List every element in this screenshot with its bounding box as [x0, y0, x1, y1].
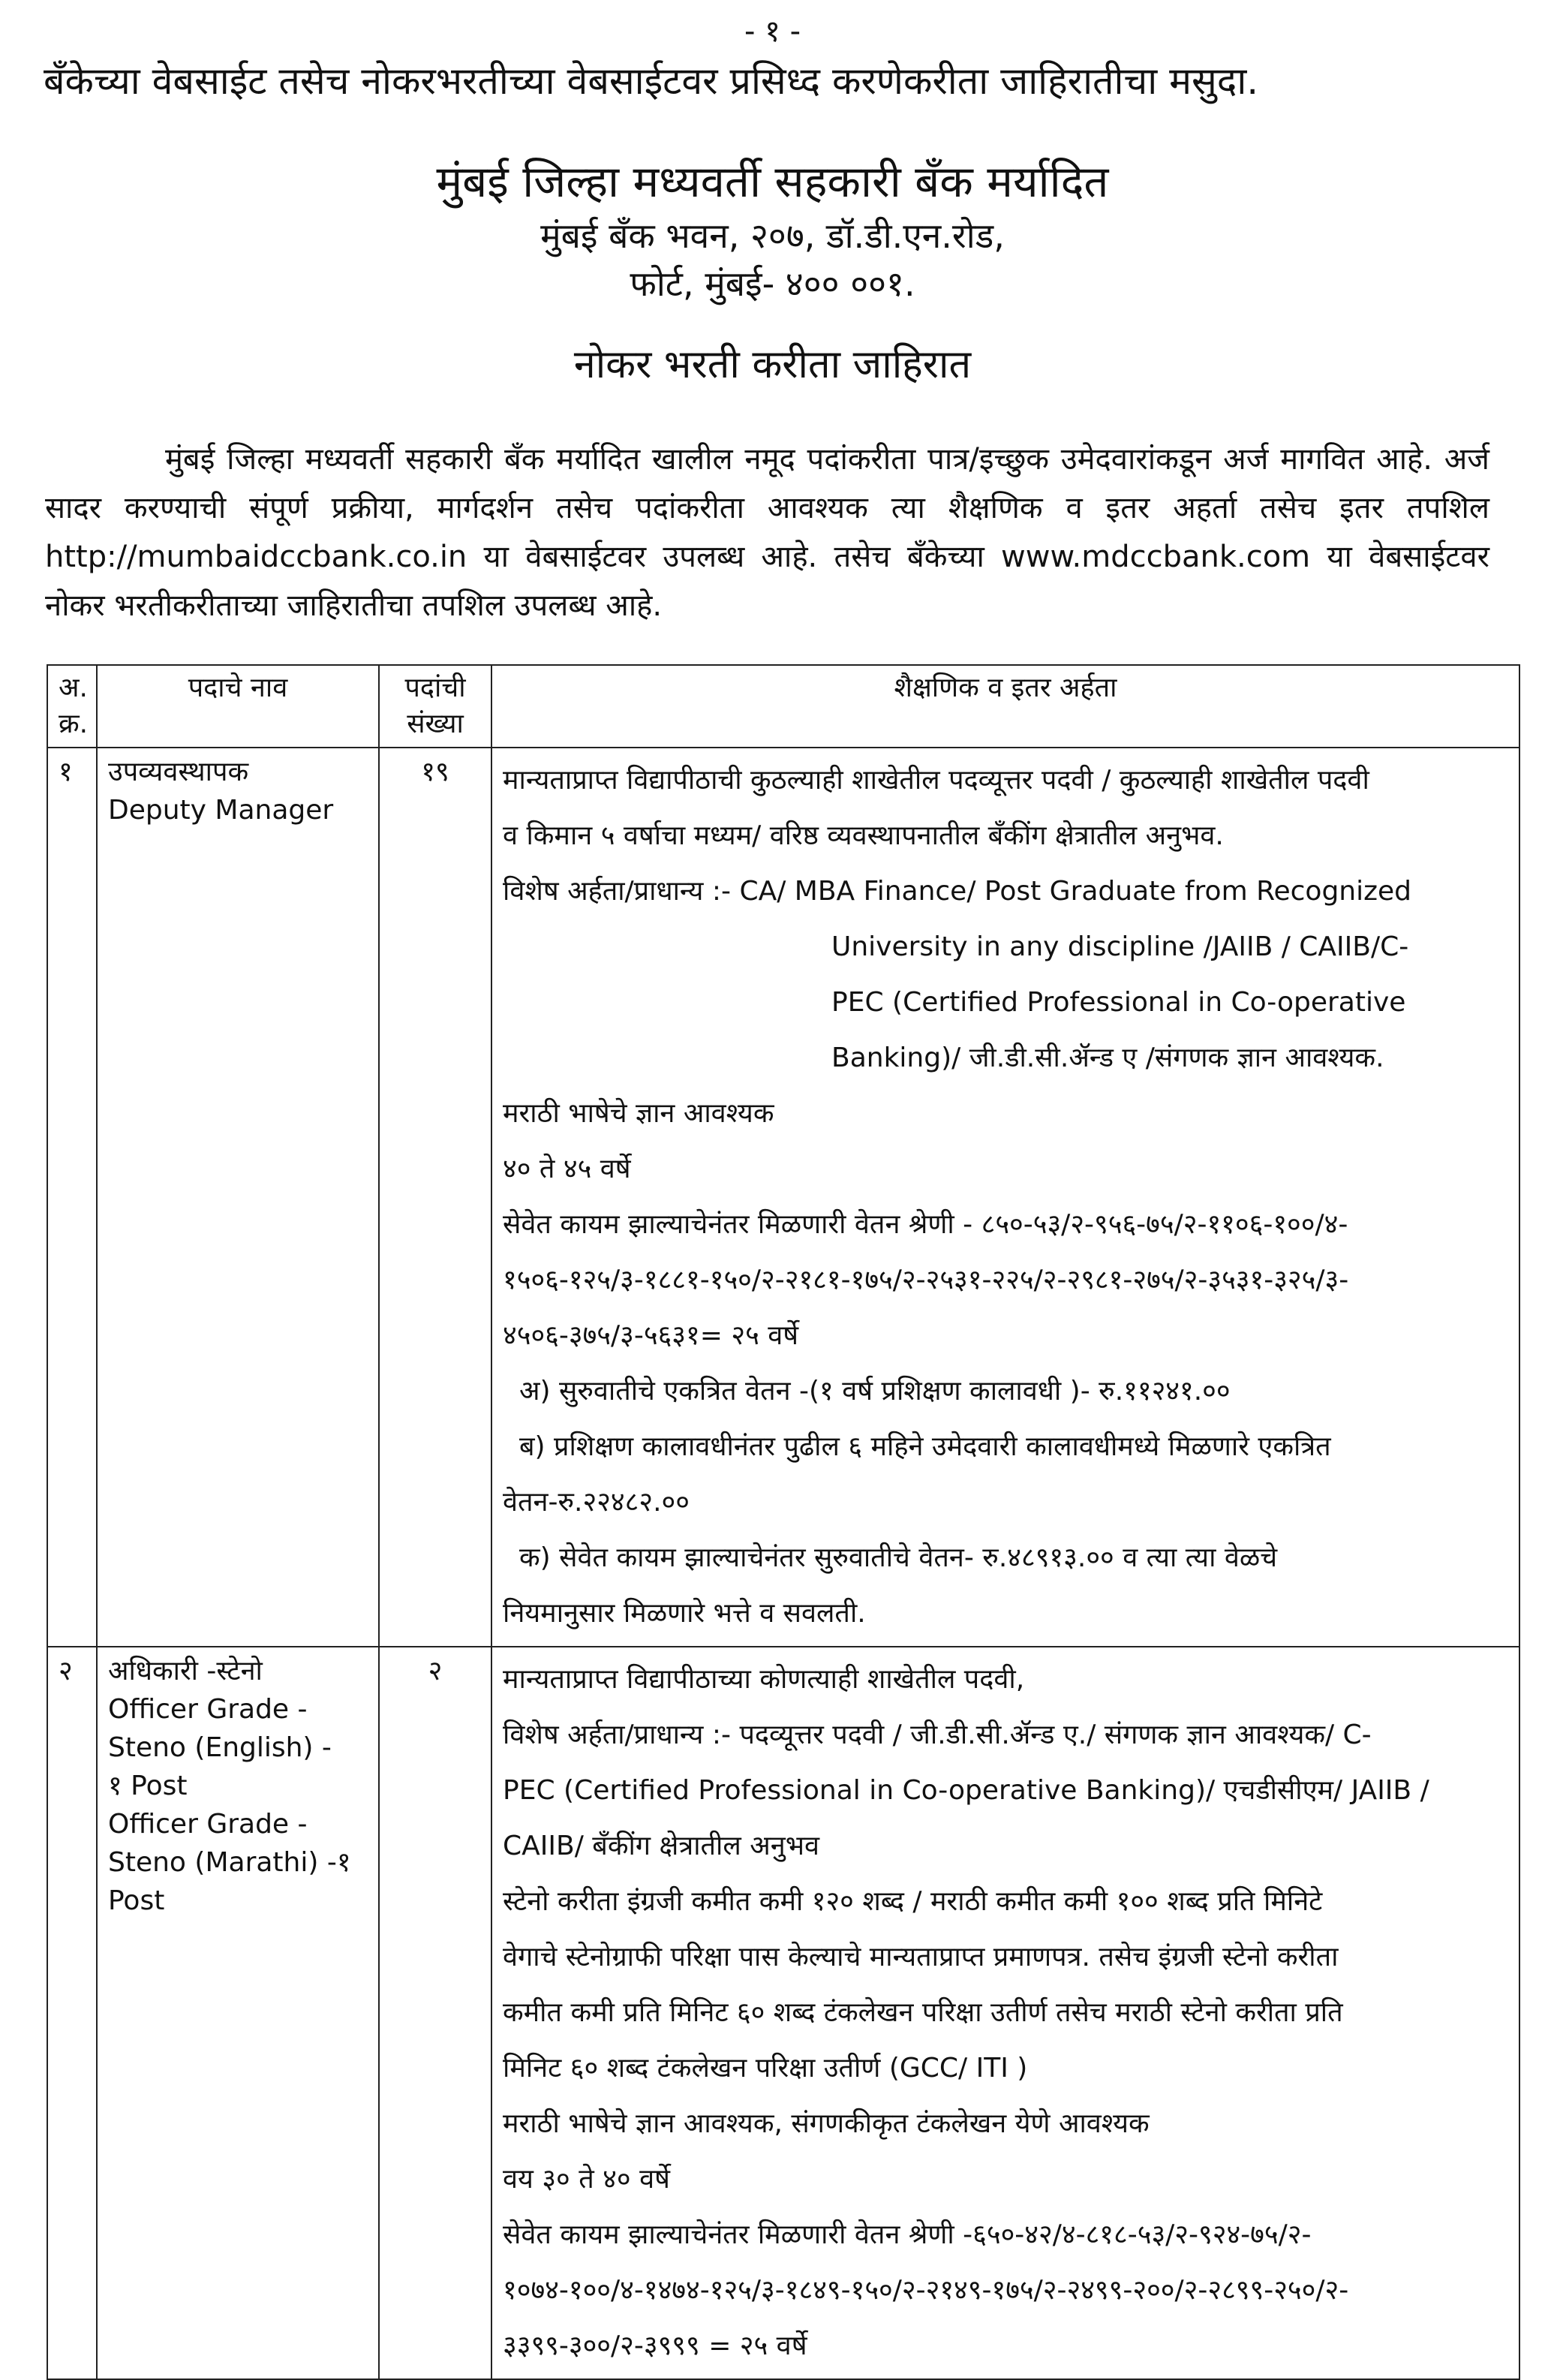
header-qualification: शैक्षणिक व इतर अर्हता	[491, 665, 1519, 748]
qual-line: मान्यताप्राप्त विद्यापीठाच्या कोणत्याही शाखेतील पदवी,	[503, 1664, 1025, 1695]
qual-line: १०७४-१००/४-१४७४-१२५/३-१८४९-१५०/२-२१४९-१७५/२-२४९९-२००/२-२८९९-२५०/२-	[503, 2275, 1349, 2306]
qual-line: मराठी भाषेचे ज्ञान आवश्यक	[503, 1098, 774, 1129]
post-name-line: उपव्यवस्थापक	[108, 757, 249, 787]
row-post-name	[97, 748, 379, 1647]
qual-line: अ) सुरुवातीचे एकत्रित वेतन -(१ वर्ष प्रशिक्षण कालावधी )- रु.११२४१.००	[519, 1376, 1231, 1407]
row-serial: १	[47, 748, 97, 1647]
qual-line: मान्यताप्राप्त विद्यापीठाची कुठल्याही शाखेतील पदव्यूत्तर पदवी / कुठल्याही शाखेतील पदवी	[503, 765, 1369, 796]
post-name-line: Steno (English) -	[108, 1732, 332, 1763]
bank-address-line2: फोर्ट, मुंबई- ४०० ००१.	[630, 263, 915, 304]
table-row	[47, 748, 1519, 1647]
qual-line: वय ३० ते ४० वर्षे	[503, 2164, 670, 2195]
post-name-line: अधिकारी -स्टेनो	[108, 1656, 263, 1686]
page-number: - १ -	[744, 14, 801, 49]
post-name-line: Steno (Marathi) -१	[108, 1847, 351, 1878]
row-qualification	[491, 1647, 1519, 2379]
qual-line: १५०६-१२५/३-१८८१-१५०/२-२१८१-१७५/२-२५३१-२२५/२-२९८१-२७५/२-३५३१-३२५/३-	[503, 1265, 1349, 1295]
row-count: १९	[379, 748, 491, 1647]
row-qualification	[491, 748, 1519, 1647]
qual-line: PEC (Certified Professional in Co-operative Banking)/ एचडीसीएम/ JAIIB /	[503, 1775, 1429, 1806]
qual-line: University in any discipline /JAIIB / CAIIB/C-	[831, 931, 1409, 962]
post-name-line: Officer Grade -	[108, 1809, 308, 1840]
qual-line: कमीत कमी प्रति मिनिट ६० शब्द टंकलेखन परिक्षा उतीर्ण तसेच मराठी स्टेनो करीता प्रति	[503, 1997, 1343, 2028]
post-name-line: Officer Grade -	[108, 1694, 308, 1725]
row-count: २	[379, 1647, 491, 2379]
qual-line: विशेष अर्हता/प्राधान्य :- पदव्यूत्तर पदवी / जी.डी.सी.ॲन्ड ए./ संगणक ज्ञान आवश्यक/ C-	[503, 1720, 1372, 1750]
qual-line: व किमान ५ वर्षाचा मध्यम/ वरिष्ठ व्यवस्थापनातील बँकींग क्षेत्रातील अनुभव.	[503, 820, 1224, 851]
row-serial: २	[47, 1647, 97, 2379]
qual-line: ४५०६-३७५/३-५६३१= २५ वर्षे	[503, 1320, 799, 1351]
table-header-row	[47, 665, 1519, 748]
bank-address-line1: मुंबई बँक भवन, २०७, डॉ.डी.एन.रोड,	[540, 215, 1005, 256]
qual-line: ४० ते ४५ वर्षे	[503, 1154, 631, 1184]
top-heading: बँकेच्या वेबसाईट तसेच नोकरभरतीच्या वेबसाईटवर प्रसिध्द करणेकरीता जाहिरातीचा मसुदा.	[44, 59, 1259, 103]
qual-line: सेवेत कायम झाल्याचेनंतर मिळणारी वेतन श्रेणी - ८५०-५३/२-९५६-७५/२-११०६-१००/४-	[503, 1209, 1348, 1240]
qual-line: क) सेवेत कायम झाल्याचेनंतर सुरुवातीचे वेतन- रु.४८९१३.०० व त्या त्या वेळचे	[519, 1542, 1278, 1573]
qual-line: वेतन-रु.२२४८२.००	[503, 1487, 690, 1518]
post-name-line: Post	[108, 1885, 165, 1916]
qual-line: CAIIB/ बँकींग क्षेत्रातील अनुभव	[503, 1831, 820, 1861]
post-name-line: १ Post	[108, 1771, 188, 1801]
intro-paragraph: मुंबई जिल्हा मध्यवर्ती सहकारी बँक मर्यादित खालील नमूद पदांकरीता पात्र/इच्छुक उमेदवारांकडून अर्ज मागवित आहे. अर्ज सादर करण्याची संपूर्ण प्रक्रीया, मार्गदर्शन तसेच पदांकरीता आवश्यक त्या शैक्षणिक व इतर अहर्ता तसेच इतर तपशिल http://mumbaidccbank.co.in या वेबसाईटवर उपलब्ध आहे. तसेच बँकेच्या www.mdccbank.com या वेबसाईटवर नोकर भरतीकरीताच्या जाहिरातीचा तपशिल उपलब्ध आहे.	[45, 442, 1489, 623]
qual-line: Banking)/ जी.डी.सी.ॲन्ड ए /संगणक ज्ञान आवश्यक.	[831, 1043, 1384, 1073]
qual-line: वेगाचे स्टेनोग्राफी परिक्षा पास केल्याचे मान्यताप्राप्त प्रमाणपत्र. तसेच इंग्रजी स्टेनो करीता	[503, 1942, 1339, 1972]
table-row	[47, 1647, 1519, 2379]
header-post-name: पदाचे नाव	[97, 665, 379, 748]
qual-line: PEC (Certified Professional in Co-operative	[831, 987, 1406, 1018]
header-serial: अ. क्र.	[47, 665, 97, 748]
notice-title: नोकर भरती करीता जाहिरात	[573, 342, 972, 387]
qual-line: ३३९९-३००/२-३९९९ = २५ वर्षे	[503, 2330, 807, 2361]
qual-line: नियमानुसार मिळणारे भत्ते व सवलती.	[503, 1598, 866, 1629]
header-count: पदांची संख्या	[379, 665, 491, 748]
qual-line: सेवेत कायम झाल्याचेनंतर मिळणारी वेतन श्रेणी -६५०-४२/४-८१८-५३/२-९२४-७५/२-	[503, 2219, 1312, 2250]
qual-line: ब) प्रशिक्षण कालावधीनंतर पुढील ६ महिने उमेदवारी कालावधीमध्ये मिळणारे एकत्रित	[519, 1431, 1331, 1462]
qual-line: विशेष अर्हता/प्राधान्य :- CA/ MBA Finance/ Post Graduate from Recognized	[503, 876, 1412, 907]
qual-line: स्टेनो करीता इंग्रजी कमीत कमी १२० शब्द / मराठी कमीत कमी १०० शब्द प्रति मिनिटे	[503, 1886, 1323, 1917]
posts-table	[47, 664, 1520, 2380]
qual-line: मराठी भाषेचे ज्ञान आवश्यक, संगणकीकृत टंकलेखन येणे आवश्यक	[503, 2108, 1150, 2139]
qual-line: मिनिट ६० शब्द टंकलेखन परिक्षा उतीर्ण (GCC/ ITI )	[503, 2053, 1028, 2084]
post-name-line: Deputy Manager	[108, 795, 334, 826]
row-post-name	[97, 1647, 379, 2379]
bank-name: मुंबई जिल्हा मध्यवर्ती सहकारी बँक मर्यादित	[436, 156, 1109, 207]
